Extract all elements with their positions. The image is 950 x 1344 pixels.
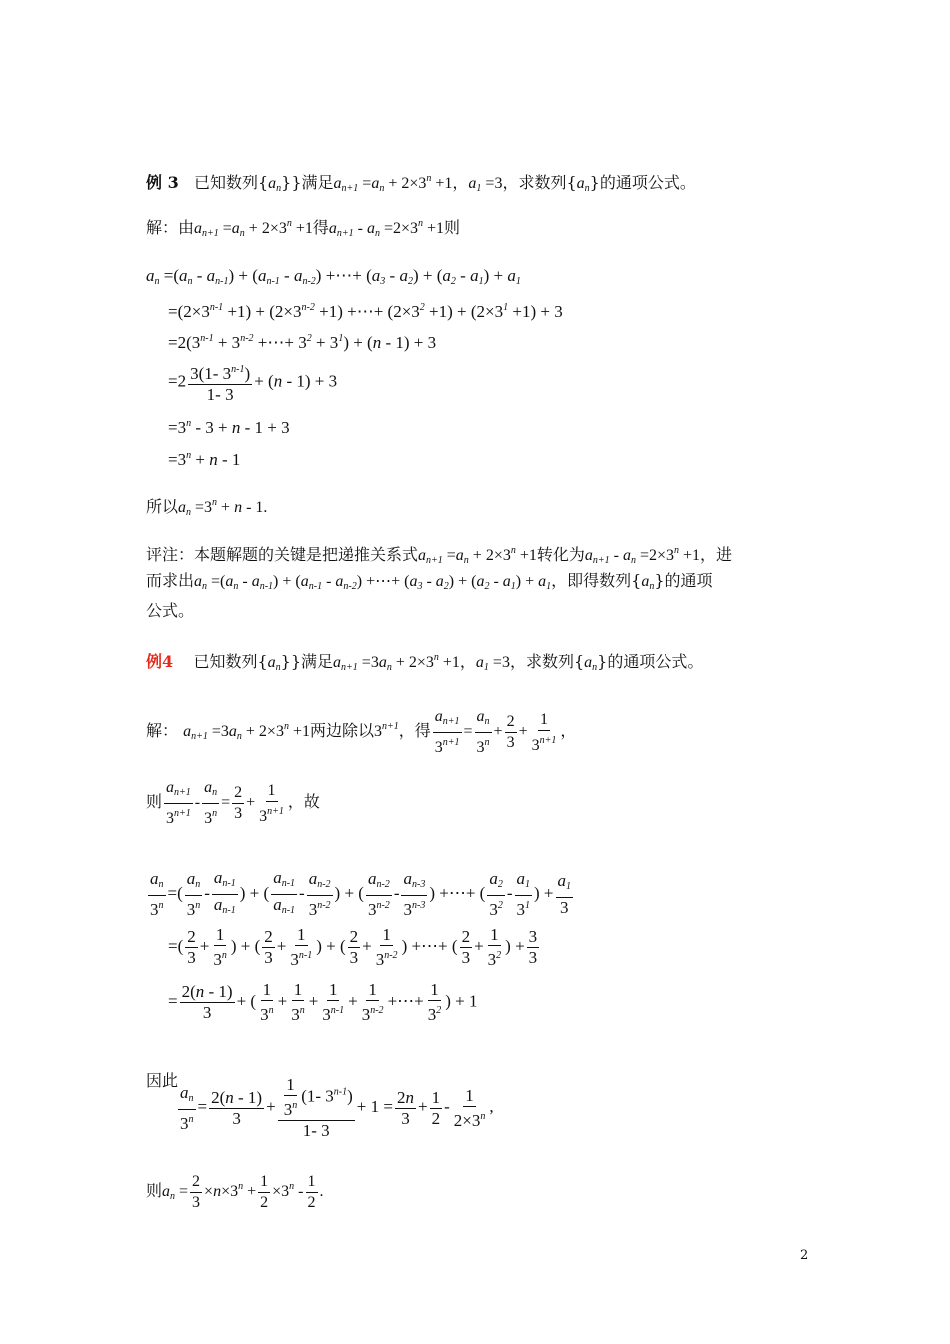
sum-line-3: = $\frac{2(n - 1)}{3}$ + ( $\frac{1}{3^n}$ + $\frac{1}{3^n}$ + $\frac{1}{3^{n-1}}$ + $\frac{1}{3^{n-2}}$ +⋯+ $\frac{1}{3^2}$ ) + 1	[168, 980, 478, 1024]
example-4-solution-lead: 解： $a_{n+1} =3a_n + 2\times 3^n +1$两边除以$3^{n+1}$，得 $\frac{a_{n+1}}{3^{n+1}}$ = $\frac{a_n}{3^n}$ + $\frac{2}{3}$ + $\frac{1}{3^{n+1}}$ ，	[146, 708, 577, 756]
derivation-line-1: $a_n =(a_n - a_{n-1}) + (a_{n-1} - a_{n-2})$ +⋯+ $(a_3 - a_2) + (a_2 - a_1) + a_1$	[146, 266, 521, 287]
sum-line-2: =( $\frac{2}{3}$ + $\frac{1}{3^n}$ ) + ( $\frac{2}{3}$ + $\frac{1}{3^{n-1}}$ ) + ( $\frac{2}{3}$ + $\frac{1}{3^{n-2}}$ ) +⋯+ ( $\frac{2}{3}$ + $\frac{1}{3^2}$ ) + $\frac{3}{3}$	[168, 925, 538, 969]
sum-line-1: $\frac{a_n}{3^n}$ =( $\frac{a_n}{3^n}$ - $\frac{a_{n-1}}{a_{n-1}}$ ) + ( $\frac{a_{n-1}}{a_{n-1}}$ - $\frac{a_{n-2}}{3^{n-2}}$ ) + ( $\frac{a_{n-2}}{3^{n-2}}$ - $\frac{a_{n-3}}{3^{n-3}}$ ) +⋯+ ( $\frac{a_2}{3^2}$ - $\frac{a_1}{3^1}$ ) + $\frac{a_1}{3}$	[150, 868, 571, 919]
example-3-statement: 例 3 已知数列$\{a_n\}$}满足$a_{n+1} =a_n + 2\times 3^n +1$，$a_1 =3$，求数列$\{a_n\}$的通项公式。	[146, 173, 696, 194]
example-label: 例 3	[146, 173, 179, 192]
derivation-line-6: $=3^n + n - 1$	[168, 450, 241, 469]
example-4-step-2: 则 $\frac{a_{n+1}}{3^{n+1}}$ - $\frac{a_n}{3^n}$ = $\frac{2}{3}$ + $\frac{1}{3^{n+1}}$ ，故	[146, 779, 320, 827]
example-4-statement: 例4 已知数列$\{a_n\}$}满足$a_{n+1} =3a_n + 2\times 3^n +1$，$a_1 =3$，求数列$\{a_n\}$的通项公式。	[146, 652, 704, 673]
example-label: 例4	[146, 652, 174, 671]
comment-line-3: 公式。	[146, 601, 195, 620]
example-3-conclusion: 所以$a_n =3^n + n - 1$.	[146, 497, 268, 518]
page-number: 2	[800, 1248, 809, 1263]
derivation-line-3: $=2(3^{n-1} + 3^{n-2}$ +⋯+ $3^2 + 3^1) + (n - 1) + 3$	[168, 333, 437, 352]
therefore-line: 因此	[146, 1071, 179, 1090]
derivation-line-4: =2 $\frac{3(1- 3^{n-1})}{1- 3}$ + (n - 1) + 3	[168, 360, 337, 405]
derivation-line-5: $=3^n - 3 + n - 1 + 3$	[168, 418, 290, 437]
therefore-equation: $\frac{a_n}{3^n}$ = $\frac{2(n - 1)}{3}$ + $\frac{1}{3^n}$ (1- 3$^{n-1}$) 1- 3 + 1 = $\frac{2n}{3}$ + $\frac{1}{2}$ - $\frac{1}{2\times 3^n}$ ,	[180, 1075, 494, 1140]
final-answer: 则$a_n$ = $\frac{2}{3}$ $\times n\times 3^n$ + $\frac{1}{2}$ $\times 3^n$ - $\frac{1}{2}$ .	[146, 1173, 324, 1211]
derivation-line-2: $=(2\times 3^{n-1} +1) + (2\times 3^{n-2} +1)$ +⋯+ $(2\times 3^2 +1) + (2\times 3^1 +1) + 3$	[168, 302, 563, 321]
comment-line-1: 评注：本题解题的关键是把递推关系式$a_{n+1} =a_n + 2\times 3^n +1$转化为$a_{n+1} - a_n =2\times 3^n +1$，进	[146, 545, 733, 566]
comment-line-2: 而求出$a_n =(a_n - a_{n-1}) + (a_{n-1} - a_{n-2})$ +⋯+ $(a_3 - a_2) + (a_2 - a_1) + a_1$，即得数列$\{a_n\}$的通项	[146, 571, 713, 592]
example-3-solution-lead: 解：由$a_{n+1} =a_n + 2\times 3^n +1$得$a_{n+1} - a_n =2\times 3^n +1$则	[146, 218, 461, 239]
